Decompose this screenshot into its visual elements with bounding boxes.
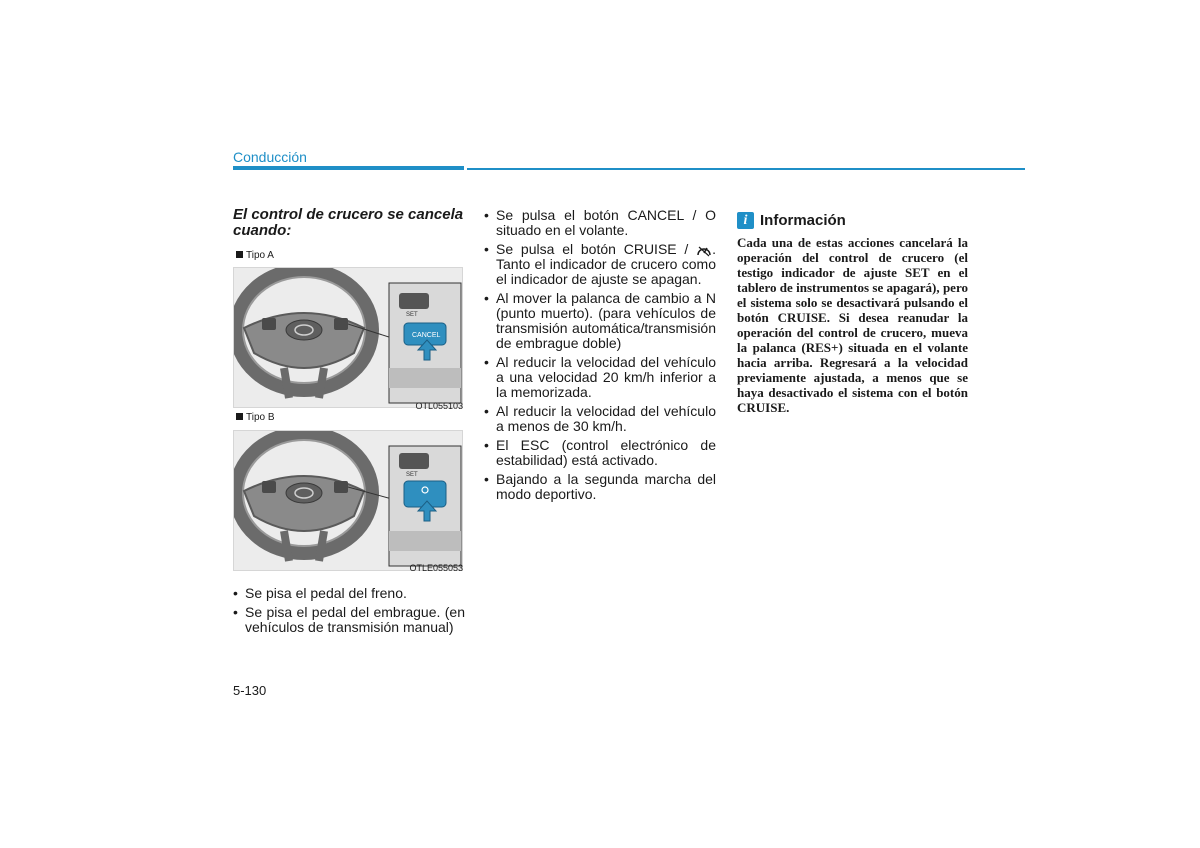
info-icon: i xyxy=(737,212,754,229)
steering-wheel-illustration-a xyxy=(234,268,463,408)
list-item: • Al mover la palanca de cambio a N (punto muerto). (para vehículos de transmisión automática/transmisión de embrague doble) xyxy=(484,291,716,351)
list-item: • Se pisa el pedal del embrague. (en vehículos de transmisión manual) xyxy=(233,605,465,635)
figure-b-label: Tipo B xyxy=(236,412,275,423)
list-item: • El ESC (control electrónico de estabilidad) está activado. xyxy=(484,438,716,468)
list-item: • Se pisa el pedal del freno. xyxy=(233,586,465,601)
page-number: 5-130 xyxy=(233,683,267,698)
list-item: • Al reducir la velocidad del vehículo a una velocidad 20 km/h inferior a la memorizada. xyxy=(484,355,716,400)
column-2-bullet-list xyxy=(484,208,716,506)
cruise-icon xyxy=(696,244,712,257)
figure-a-steering-wheel xyxy=(233,267,463,408)
figure-b-steering-wheel xyxy=(233,430,463,571)
svg-text:SET: SET xyxy=(406,312,418,318)
subheading: El control de crucero se cancela cuando: xyxy=(233,206,464,239)
steering-wheel-illustration-b xyxy=(234,431,463,571)
section-title: Conducción xyxy=(233,149,307,165)
list-item: • Se pulsa el botón CANCEL / O situado en el volante. xyxy=(484,208,716,238)
column-1-bullet-list xyxy=(233,586,465,639)
header-rule-thin xyxy=(467,168,1025,170)
figure-a-label: Tipo A xyxy=(236,250,274,261)
list-item: • Bajando a la segunda marcha del modo deportivo. xyxy=(484,472,716,502)
list-item: • Al reducir la velocidad del vehículo a menos de 30 km/h. xyxy=(484,404,716,434)
square-bullet-icon xyxy=(236,413,243,420)
info-box xyxy=(737,212,968,415)
info-body: Cada una de estas acciones cancelará la operación del control de crucero (el testigo indicador de ajuste SET en el tablero de instrumentos se apagará), pero el sistema solo se desactivará pulsando el botón CRUISE. Si desea reanudar la operación del control de crucero, mueva la palanca (RES+) situada en el volante hacia arriba. Regresará a la velocidad previamente ajustada, a menos que se haya desactivado el sistema con el botón CRUISE. xyxy=(737,235,968,415)
square-bullet-icon xyxy=(236,251,243,258)
info-header xyxy=(737,212,968,229)
column-1-heading-block xyxy=(233,207,465,239)
header-rule-thick xyxy=(233,166,464,170)
figure-a-code: OTL055103 xyxy=(415,401,463,411)
list-item-cruise: • Se pulsa el botón CRUISE / . Tanto el indicador de crucero como el indicador de ajuste se apagan. xyxy=(484,242,716,287)
figure-b-code: OTLE055053 xyxy=(409,563,463,573)
svg-text:SET: SET xyxy=(406,472,418,478)
info-title: Información xyxy=(760,212,846,229)
svg-text:CANCEL: CANCEL xyxy=(412,332,441,339)
